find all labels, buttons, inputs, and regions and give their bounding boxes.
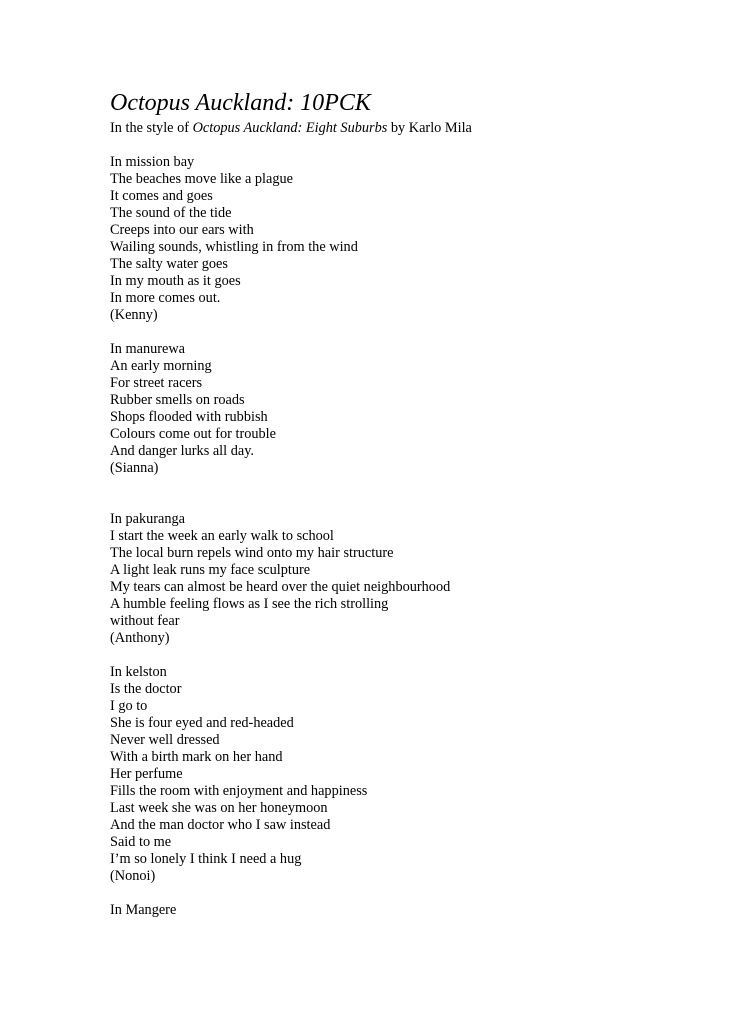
poem-line: And the man doctor who I saw instead — [110, 817, 331, 833]
poem-line: In mission bay — [110, 154, 195, 170]
stanza — [110, 341, 710, 477]
poem-line: Creeps into our ears with — [110, 222, 254, 238]
poem-subtitle — [110, 120, 710, 137]
poem-line: In my mouth as it goes — [110, 273, 241, 289]
poem-line: Never well dressed — [110, 732, 220, 748]
subtitle-prefix: In the style of — [110, 120, 193, 136]
poem-line: In kelston — [110, 664, 167, 680]
poem-line: I start the week an early walk to school — [110, 528, 334, 544]
poem-line: Said to me — [110, 834, 172, 850]
poem-line: (Kenny) — [110, 307, 158, 323]
poem-line: Last week she was on her honeymoon — [110, 800, 328, 816]
poem-line: (Anthony) — [110, 630, 170, 646]
poem-line: In pakuranga — [110, 511, 186, 527]
poem-line: (Sianna) — [110, 460, 159, 476]
poem-line: Fills the room with enjoyment and happiness — [110, 783, 368, 799]
poem-line: The local burn repels wind onto my hair structure — [110, 545, 394, 561]
poem-line: With a birth mark on her hand — [110, 749, 283, 765]
poem-line: Rubber smells on roads — [110, 392, 245, 408]
poem-line: Is the doctor — [110, 681, 182, 697]
stanza — [110, 511, 710, 647]
poem-line: She is four eyed and red-headed — [110, 715, 294, 731]
poem-line: It comes and goes — [110, 188, 213, 204]
poem-line: A humble feeling flows as I see the rich strolling — [110, 596, 389, 612]
poem-line: I’m so lonely I think I need a hug — [110, 851, 302, 867]
poem-line: The beaches move like a plague — [110, 171, 293, 187]
stanza — [110, 902, 710, 919]
poem-line: without fear — [110, 613, 180, 629]
poem-line: In Mangere — [110, 902, 177, 918]
poem-line: In manurewa — [110, 341, 186, 357]
subtitle-suffix: by Karlo Mila — [387, 120, 472, 136]
poem-line: Shops flooded with rubbish — [110, 409, 268, 425]
poem-line: The salty water goes — [110, 256, 228, 272]
poem-body — [110, 154, 710, 919]
poem-title: Octopus Auckland: 10PCK — [110, 90, 371, 116]
poem-line: My tears can almost be heard over the quiet neighbourhood — [110, 579, 451, 595]
poem-line: For street racers — [110, 375, 203, 391]
poem-line: A light leak runs my face sculpture — [110, 562, 311, 578]
stanza — [110, 154, 710, 324]
poem-line: Colours come out for trouble — [110, 426, 276, 442]
poem-line: Wailing sounds, whistling in from the wind — [110, 239, 358, 255]
poem-line: And danger lurks all day. — [110, 443, 254, 459]
document-page — [110, 88, 710, 936]
poem-line: I go to — [110, 698, 148, 714]
poem-line: The sound of the tide — [110, 205, 232, 221]
poem-line: An early morning — [110, 358, 212, 374]
poem-line: In more comes out. — [110, 290, 221, 306]
poem-line: Her perfume — [110, 766, 183, 782]
poem-line: (Nonoi) — [110, 868, 156, 884]
stanza — [110, 664, 710, 885]
subtitle-work-title: Octopus Auckland: Eight Suburbs — [192, 120, 388, 136]
